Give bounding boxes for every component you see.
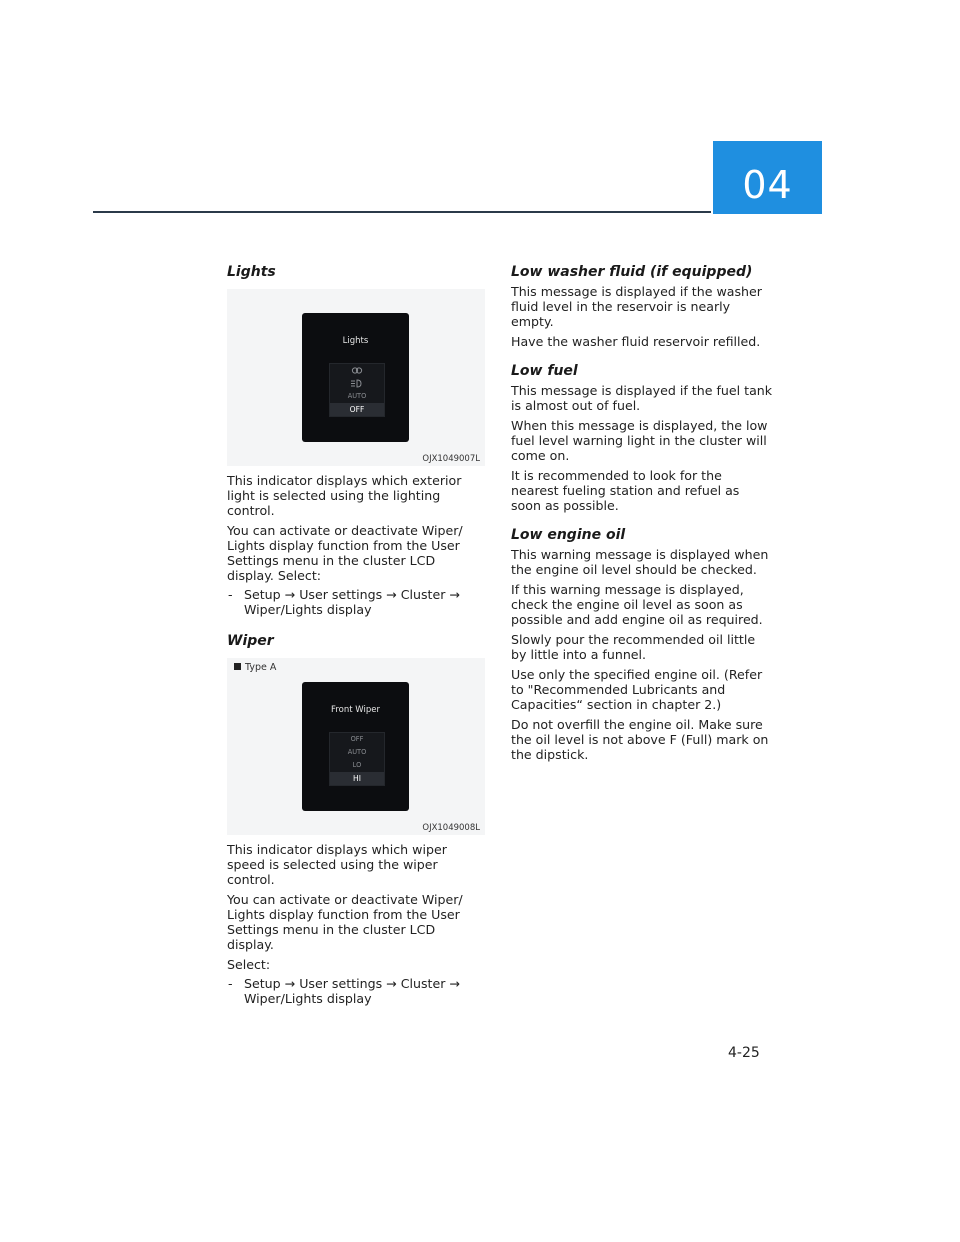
fuel-paragraph-1: This message is displayed if the fuel tank is almost out of fuel. xyxy=(511,383,773,413)
wiper-figure xyxy=(227,658,485,835)
wiper-menu xyxy=(329,732,385,786)
headlight-icon xyxy=(349,379,365,388)
wiper-screen-title: Front Wiper xyxy=(331,705,380,715)
lights-paragraph-2: You can activate or deactivate Wiper/ Lights display function from the User Settings menu in the cluster LCD display. Select: xyxy=(227,523,463,583)
chapter-tab xyxy=(713,141,822,214)
square-bullet-icon xyxy=(234,663,241,670)
lights-screen-title: Lights xyxy=(342,336,369,346)
lights-heading: Lights xyxy=(227,264,276,280)
step-dash: - xyxy=(228,976,233,991)
lights-menu xyxy=(329,363,385,417)
wiper-step xyxy=(227,976,485,1006)
menu-row-hi: HI xyxy=(330,772,384,785)
lights-figure xyxy=(227,289,485,466)
step-text: Setup → User settings → Cluster → Wiper/Lights display xyxy=(244,587,460,617)
oil-paragraph-5: Do not overfill the engine oil. Make sure the oil level is not above F (Full) mark on the dipstick. xyxy=(511,717,769,762)
oil-heading: Low engine oil xyxy=(511,527,626,543)
figure-code: OJX1049007L xyxy=(422,454,480,464)
right-column xyxy=(511,262,773,762)
left-column xyxy=(227,262,485,1006)
fuel-paragraph-3: It is recommended to look for the nearest fueling station and refuel as soon as possible. xyxy=(511,468,740,513)
menu-row-auto: AUTO xyxy=(347,748,367,756)
lights-paragraph-1: This indicator displays which exterior light is selected using the lighting control. xyxy=(227,473,462,518)
parking-light-icon xyxy=(350,366,364,375)
fuel-paragraph-2: When this message is displayed, the low fuel level warning light in the cluster will come on. xyxy=(511,418,768,463)
wiper-paragraph-2: You can activate or deactivate Wiper/ Lights display function from the User Settings menu in the cluster LCD display. xyxy=(227,892,463,952)
lights-step xyxy=(227,587,485,617)
menu-row-auto: AUTO xyxy=(347,392,367,400)
oil-paragraph-2: If this warning message is displayed, check the engine oil level as soon as possible and add engine oil as required. xyxy=(511,582,763,627)
chapter-number: 04 xyxy=(742,163,793,207)
menu-row-off: OFF xyxy=(330,403,384,416)
step-text: Setup → User settings → Cluster → Wiper/Lights display xyxy=(244,976,460,1006)
wiper-screen xyxy=(302,682,409,811)
lights-screen xyxy=(302,313,409,442)
oil-paragraph-3: Slowly pour the recommended oil little by little into a funnel. xyxy=(511,632,756,662)
washer-heading: Low washer fluid (if equipped) xyxy=(511,264,753,280)
figure-code: OJX1049008L xyxy=(422,823,480,833)
fuel-heading: Low fuel xyxy=(511,363,578,379)
washer-paragraph-1: This message is displayed if the washer fluid level in the reservoir is nearly empty. xyxy=(511,284,762,329)
menu-row-parking-lights xyxy=(330,364,384,377)
type-label-text: Type A xyxy=(245,662,277,673)
page-number: 4-25 xyxy=(728,1045,760,1061)
menu-row-headlights xyxy=(330,377,384,390)
oil-paragraph-4: Use only the specified engine oil. (Refer to "Recommended Lubricants and Capacities“ section in chapter 2.) xyxy=(511,667,763,712)
type-label xyxy=(234,662,276,673)
washer-paragraph-2: Have the washer fluid reservoir refilled. xyxy=(511,334,761,349)
wiper-heading: Wiper xyxy=(227,633,274,649)
oil-paragraph-1: This warning message is displayed when the engine oil level should be checked. xyxy=(511,547,769,577)
wiper-paragraph-3: Select: xyxy=(227,957,271,972)
step-dash: - xyxy=(228,587,233,602)
menu-row-lo: LO xyxy=(352,761,362,769)
wiper-paragraph-1: This indicator displays which wiper speed is selected using the wiper control. xyxy=(227,842,447,887)
menu-row-off: OFF xyxy=(350,735,364,743)
header-rule xyxy=(93,211,711,213)
